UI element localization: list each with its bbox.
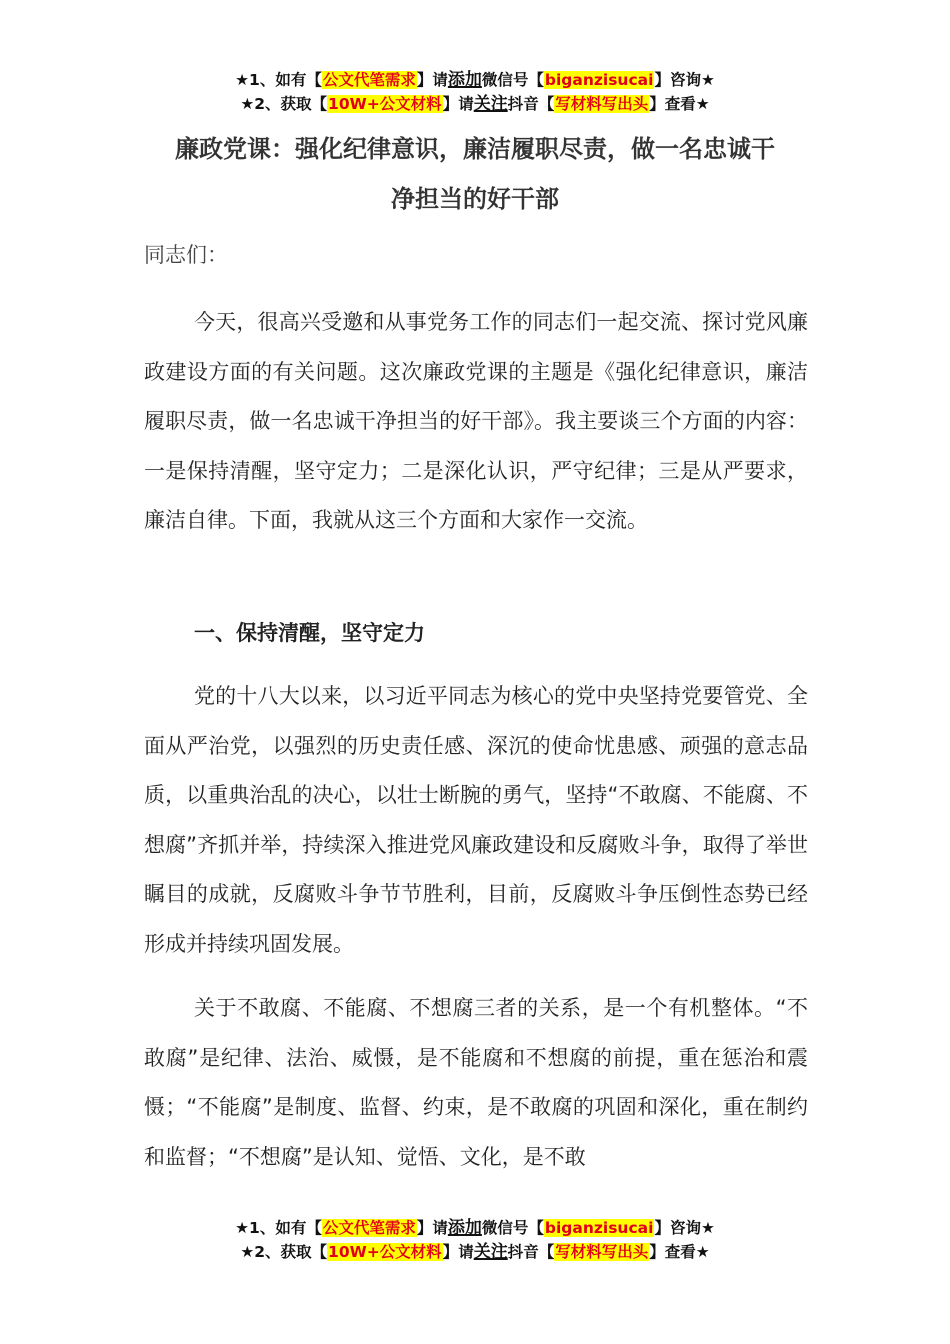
banner-text: 】查看★: [649, 1243, 710, 1261]
highlight-douyin-id: 写材料写出头: [555, 1243, 649, 1261]
banner-text: ★2、获取【: [240, 95, 328, 113]
underlined-text: 关注: [473, 94, 508, 114]
banner-text: 】请: [416, 71, 448, 89]
underlined-text: 关注: [473, 1242, 508, 1262]
highlight-wechat-id: biganzisucai: [544, 1219, 654, 1237]
banner-text: 微信号【: [481, 1219, 544, 1237]
banner-text: 抖音【: [507, 95, 555, 113]
banner-text: ★2、获取【: [240, 1243, 328, 1261]
paragraph-relationship: 关于不敢腐、不能腐、不想腐三者的关系，是一个有机整体。“不敢腐”是纪律、法治、威慑，是不能腐和不想腐的前提，重在惩治和震慑；“不能腐”是制度、监督、约束，是不敢腐的巩固和深化，重在制约和监督；“不想腐”是认知、觉悟、文化，是不敢: [144, 996, 808, 1169]
highlight-ghostwriting: 公文代笔需求: [322, 71, 416, 89]
banner-text: 】请: [442, 1243, 474, 1261]
paragraph-intro: 今天，很高兴受邀和从事党务工作的同志们一起交流、探讨党风廉政建设方面的有关问题。这次廉政党课的主题是《强化纪律意识，廉洁履职尽责，做一名忠诚干净担当的好干部》。我主要谈三个方面的内容：一是保持清醒，坚守定力；二是深化认识，严守纪律；三是从严要求，廉洁自律。下面，我就从这三个方面和大家作一交流。: [144, 310, 808, 533]
paragraph-section-1: 党的十八大以来，以习近平同志为核心的党中央坚持党要管党、全面从严治党，以强烈的历史责任感、深沉的使命忧患感、顽强的意志品质，以重典治乱的决心，以壮士断腕的勇气，坚持“不敢腐、不能腐、不想腐”齐抓并举，持续深入推进党风廉政建设和反腐败斗争，取得了举世瞩目的成就，反腐败斗争节节胜利，目前，反腐败斗争压倒性态势已经形成并持续巩固发展。: [144, 684, 808, 956]
title-line-1: 廉政党课：强化纪律意识，廉洁履职尽责，做一名忠诚干: [175, 135, 775, 163]
banner-text: ★1、如有【: [235, 1219, 322, 1237]
document-title: [140, 124, 810, 224]
banner-text: 】查看★: [649, 95, 710, 113]
underlined-text: 添加: [447, 1218, 482, 1238]
highlight-wechat-id: biganzisucai: [544, 71, 654, 89]
banner-text: ★1、如有【: [235, 71, 322, 89]
banner-text: 微信号【: [481, 71, 544, 89]
title-line-2: 净担当的好干部: [391, 185, 559, 213]
banner-text: 】咨询★: [654, 1219, 715, 1237]
highlight-douyin-id: 写材料写出头: [555, 95, 649, 113]
underlined-text: 添加: [447, 70, 482, 90]
header-banner: [0, 68, 950, 116]
banner-line-1: [0, 68, 950, 92]
banner-line-1: [0, 1216, 950, 1240]
footer-banner: [0, 1216, 950, 1264]
greeting: 同志们：: [144, 243, 228, 267]
banner-text: 】请: [416, 1219, 448, 1237]
banner-text: 】请: [442, 95, 474, 113]
banner-line-2: [0, 1240, 950, 1264]
highlight-materials: 10W+公文材料: [328, 1243, 442, 1261]
banner-text: 】咨询★: [654, 71, 715, 89]
banner-text: 抖音【: [507, 1243, 555, 1261]
section-heading-1: 一、保持清醒，坚守定力: [194, 621, 425, 645]
banner-line-2: [0, 92, 950, 116]
highlight-ghostwriting: 公文代笔需求: [322, 1219, 416, 1237]
highlight-materials: 10W+公文材料: [328, 95, 442, 113]
